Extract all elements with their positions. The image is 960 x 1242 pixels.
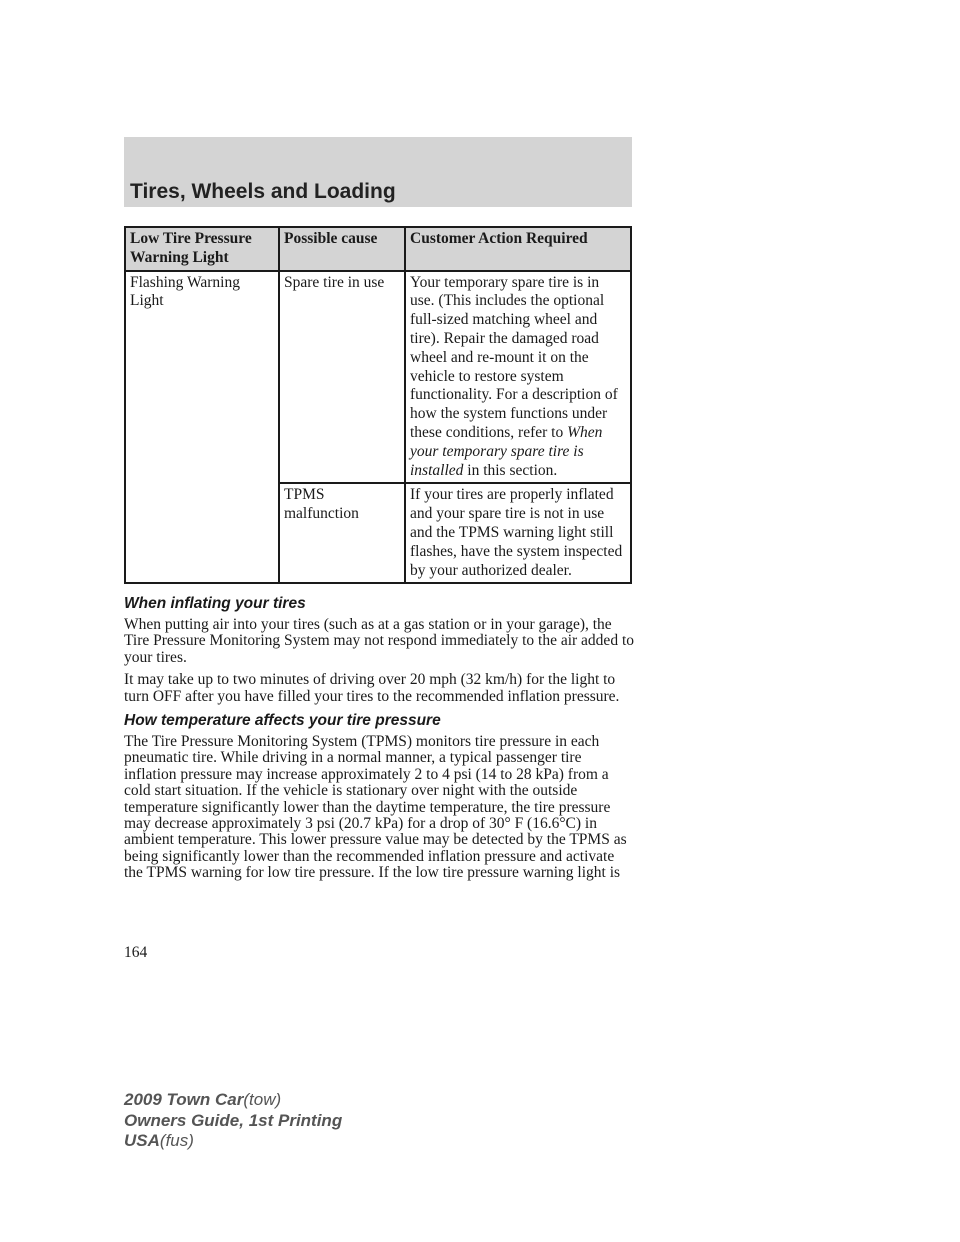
footer-market: USA [124,1131,160,1150]
page-number: 164 [124,944,148,961]
table-cell-action: If your tires are properly inflated and your spare tire is not in use and the TPMS warning light still flashes, have the system inspected by your authorized dealer. [405,483,631,583]
paragraph: It may take up to two minutes of driving over 20 mph (32 km/h) for the light to turn OFF after you have filled your tires to the recommended inflation pressure. [124,671,620,705]
section-heading-inflating: When inflating your tires [124,595,306,612]
action-suffix: in this section. [463,461,558,479]
paragraph: When putting air into your tires (such as at a gas station or in your garage), the Tire Pressure Monitoring System may not respond immediately to the air added to your tires. [124,616,634,666]
column-header-action: Customer Action Required [405,227,631,271]
footer-line-guide [124,1111,342,1132]
footer-model-code: (tow) [243,1090,282,1109]
paragraph: The Tire Pressure Monitoring System (TPMS) monitors tire pressure in each pneumatic tire. While driving in a normal manner, a typical passenger tire inflation pressure may increase approximately 2 to 4 psi (14 to 28 kPa) from a cold start situation. If the vehicle is stationary over night with the outside temperature significantly lower than the daytime temperature, the tire pressure may decrease approximately 3 psi (20.7 kPa) for a drop of 30° F (16.6°C) in ambient temperature. This lower pressure value may be detected by the TPMS as being significantly lower than the recommended inflation pressure and activate the TPMS warning for low tire pressure. If the low tire pressure warning light is [124,733,627,882]
column-header-light: Low Tire Pressure Warning Light [125,227,279,271]
footer-guide: Owners Guide, 1st Printing [124,1110,343,1130]
body-content [124,594,634,888]
column-header-cause: Possible cause [279,227,405,271]
section-title: Tires, Wheels and Loading [130,180,396,203]
footer-model: 2009 Town Car [124,1090,244,1109]
warning-light-table [124,226,632,584]
footer-line-model [124,1090,342,1111]
footer-market-code: (fus) [159,1131,194,1150]
footer-line-market [124,1131,342,1152]
action-text: Your temporary spare tire is in use. (This includes the optional full-sized matching wheel and tire). Repair the damaged road wheel and re-mount it on the vehicle to restore system functionality. For a description of how the system functions under these conditions, refer to [410,273,618,441]
table-header-row [125,227,631,271]
table-cell-action [405,271,631,484]
action-cross-reference: When your temporary spare tire is installed [410,423,603,479]
section-heading-temperature: How temperature affects your tire pressure [124,712,441,730]
table-row [125,271,631,484]
table-cell-cause: TPMS malfunction [279,483,405,583]
print-footer [124,1090,342,1152]
table-cell-light: Flashing Warning Light [125,271,279,584]
table-cell-cause: Spare tire in use [279,271,405,484]
section-header-band [124,137,632,207]
